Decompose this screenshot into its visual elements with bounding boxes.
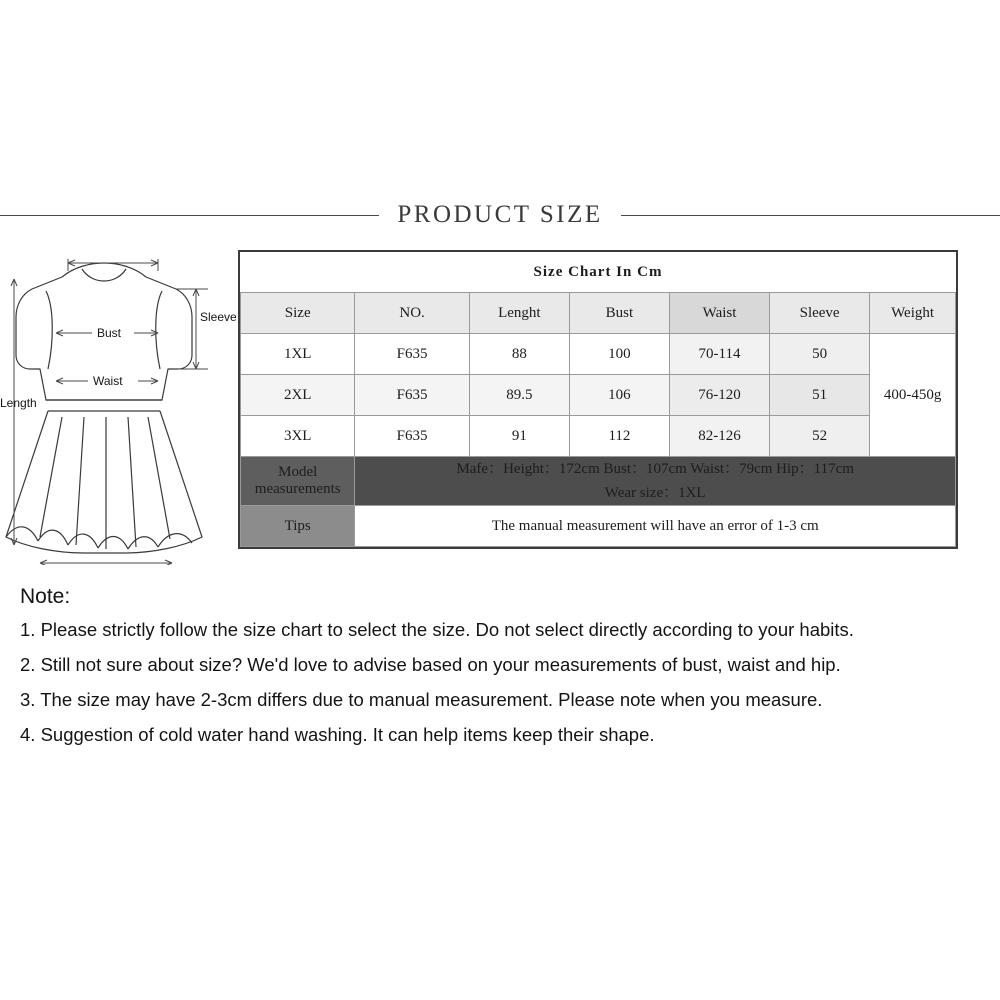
cell-waist: 70-114	[669, 334, 769, 375]
column-header-size: Size	[241, 293, 355, 334]
size-chart-table-container	[238, 250, 958, 549]
cell-size: 1XL	[241, 334, 355, 375]
label-bust: Bust	[97, 326, 122, 340]
cell-sleeve: 52	[770, 416, 870, 457]
cell-bust: 100	[569, 334, 669, 375]
note-line-4: 4. Suggestion of cold water hand washing. It can help items keep their shape.	[20, 724, 655, 745]
tips-label: Tips	[241, 506, 355, 547]
cell-no: F635	[355, 375, 469, 416]
table-row	[241, 375, 956, 416]
note-line-2: 2. Still not sure about size? We'd love to advise based on your measurements of bust, waist and hip.	[20, 654, 841, 675]
column-header-bust: Bust	[569, 293, 669, 334]
table-header-row	[241, 293, 956, 334]
page-header	[0, 195, 1000, 235]
column-header-no: NO.	[355, 293, 469, 334]
tips-row	[241, 506, 956, 547]
label-length: Length	[0, 396, 37, 410]
note-line-3: 3. The size may have 2-3cm differs due to manual measurement. Please note when you measure.	[20, 689, 823, 710]
label-waist: Waist	[93, 374, 123, 388]
table-row	[241, 334, 956, 375]
model-label-line1: Model	[278, 464, 318, 480]
header-rule-left	[0, 215, 379, 216]
model-measurements-value	[355, 457, 956, 506]
size-chart-table	[240, 252, 956, 547]
page-title: PRODUCT SIZE	[397, 201, 603, 228]
cell-waist: 82-126	[669, 416, 769, 457]
cell-size: 3XL	[241, 416, 355, 457]
table-row	[241, 416, 956, 457]
cell-no: F635	[355, 334, 469, 375]
cell-bust: 112	[569, 416, 669, 457]
cell-lenght: 91	[469, 416, 569, 457]
cell-sleeve: 50	[770, 334, 870, 375]
model-value-line1: Mafe：Height：172cm Bust：107cm Waist：79cm Hip：117cm	[456, 461, 854, 477]
label-sleeve: Sleeve	[200, 310, 237, 324]
model-value-line2: Wear size：1XL	[604, 485, 706, 501]
column-header-lenght: Lenght	[469, 293, 569, 334]
cell-weight: 400-450g	[870, 334, 956, 457]
note-line-1: 1. Please strictly follow the size chart to select the size. Do not select directly according to your habits.	[20, 619, 854, 640]
size-chart-title: Size Chart In Cm	[241, 252, 956, 293]
model-measurements-label	[241, 457, 355, 506]
column-header-weight: Weight	[870, 293, 956, 334]
model-measurements-row	[241, 457, 956, 506]
cell-waist: 76-120	[669, 375, 769, 416]
notes-title: Note:	[20, 585, 71, 608]
garment-measurement-diagram	[0, 245, 240, 565]
model-label-line2: measurements	[254, 481, 341, 497]
cell-lenght: 88	[469, 334, 569, 375]
notes-section	[20, 585, 985, 758]
table-title-row	[241, 252, 956, 293]
column-header-sleeve: Sleeve	[770, 293, 870, 334]
column-header-waist: Waist	[669, 293, 769, 334]
cell-bust: 106	[569, 375, 669, 416]
cell-lenght: 89.5	[469, 375, 569, 416]
cell-no: F635	[355, 416, 469, 457]
cell-size: 2XL	[241, 375, 355, 416]
cell-sleeve: 51	[770, 375, 870, 416]
tips-value: The manual measurement will have an error of 1-3 cm	[355, 506, 956, 547]
header-rule-right	[621, 215, 1000, 216]
dress-diagram-svg	[0, 245, 240, 565]
